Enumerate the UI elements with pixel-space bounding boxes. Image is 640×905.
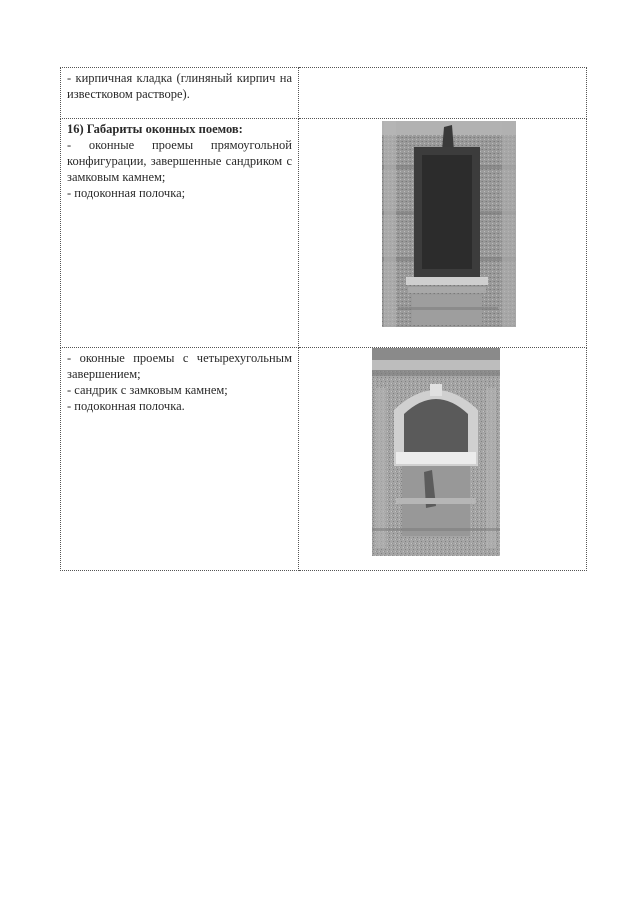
photo-rectangular-window	[382, 121, 516, 327]
photo-cell	[299, 348, 587, 571]
text-line: - подоконная полочка.	[67, 399, 185, 413]
text-cell	[61, 348, 299, 571]
text-line: - подоконная полочка;	[67, 186, 186, 200]
text-line: - сандрик с замковым камнем;	[67, 383, 228, 397]
photo-arched-window	[372, 348, 500, 556]
photo-cell	[299, 119, 587, 348]
table-row	[61, 348, 587, 571]
section-heading: 16) Габариты оконных поемов:	[67, 122, 243, 136]
text-line: - оконные проемы с четырехугольным завершением;	[67, 351, 292, 381]
empty-cell	[299, 68, 587, 119]
text-cell	[61, 68, 299, 119]
text-line: - оконные проемы прямоугольной конфигурации, завершенные сандриком с замковым камнем;	[67, 138, 292, 184]
table-row	[61, 68, 587, 119]
text-line: - кирпичная кладка (глиняный кирпич на известковом растворе).	[67, 71, 292, 101]
table-row	[61, 119, 587, 348]
text-cell	[61, 119, 299, 348]
document-table	[60, 67, 587, 571]
